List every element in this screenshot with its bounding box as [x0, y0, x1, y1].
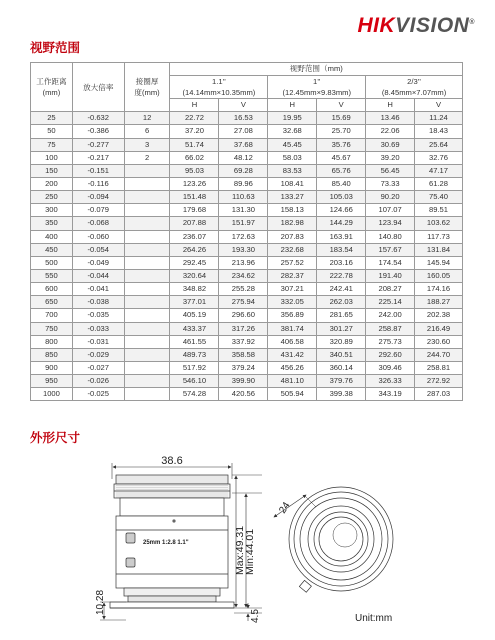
table-cell: 207.88 — [170, 217, 219, 230]
table-cell: 332.05 — [268, 296, 317, 309]
table-cell: 150 — [31, 164, 73, 177]
height-dimensions — [232, 475, 262, 623]
table-cell: 307.21 — [268, 283, 317, 296]
table-cell: 110.63 — [219, 191, 268, 204]
table-cell: 45.45 — [268, 138, 317, 151]
table-cell: 360.14 — [317, 361, 366, 374]
table-cell: -0.026 — [72, 375, 124, 388]
section-title-dimensions: 外形尺寸 — [30, 430, 81, 445]
table-cell: 117.73 — [415, 230, 463, 243]
table-cell: 262.03 — [317, 296, 366, 309]
table-cell: 301.27 — [317, 322, 366, 335]
table-row — [31, 361, 463, 374]
table-cell: 300 — [31, 204, 73, 217]
table-cell: 255.28 — [219, 283, 268, 296]
table-cell: 275.94 — [219, 296, 268, 309]
flange-label: 10.28 — [95, 589, 106, 615]
table-cell: 292.45 — [170, 256, 219, 269]
table-cell: 258.87 — [366, 322, 415, 335]
table-row — [31, 269, 463, 282]
table-cell: 343.19 — [366, 388, 415, 401]
table-cell: 400 — [31, 230, 73, 243]
width-label: 38.6 — [161, 455, 183, 467]
table-cell: 2 — [124, 151, 170, 164]
table-row — [31, 335, 463, 348]
table-cell: 83.53 — [268, 164, 317, 177]
table-cell: 19.95 — [268, 112, 317, 125]
table-cell: 131.30 — [219, 204, 268, 217]
table-cell: 11.24 — [415, 112, 463, 125]
header-magnification: 放大倍率 — [72, 63, 124, 112]
table-cell: 433.37 — [170, 322, 219, 335]
table-cell: 163.91 — [317, 230, 366, 243]
table-cell: 61.28 — [415, 177, 463, 190]
table-cell: 207.83 — [268, 230, 317, 243]
table-cell: 90.20 — [366, 191, 415, 204]
table-cell: 27.08 — [219, 125, 268, 138]
table-row — [31, 125, 463, 138]
table-cell — [124, 388, 170, 401]
table-cell: -0.049 — [72, 256, 124, 269]
table-cell: 131.84 — [415, 243, 463, 256]
table-cell: 89.51 — [415, 204, 463, 217]
table-cell: 200 — [31, 177, 73, 190]
table-cell: 103.62 — [415, 217, 463, 230]
table-cell: 250 — [31, 191, 73, 204]
table-cell: 100 — [31, 151, 73, 164]
table-cell: 48.12 — [219, 151, 268, 164]
table-cell: 193.30 — [219, 243, 268, 256]
table-cell: -0.054 — [72, 243, 124, 256]
table-cell: -0.033 — [72, 322, 124, 335]
table-cell — [124, 335, 170, 348]
table-cell: 381.74 — [268, 322, 317, 335]
table-cell: 208.27 — [366, 283, 415, 296]
table-cell: 750 — [31, 322, 73, 335]
table-cell: 30.69 — [366, 138, 415, 151]
table-cell: -0.044 — [72, 269, 124, 282]
table-cell: 264.26 — [170, 243, 219, 256]
table-cell: 320.64 — [170, 269, 219, 282]
table-cell: -0.025 — [72, 388, 124, 401]
table-cell: -0.027 — [72, 361, 124, 374]
table-cell: 337.92 — [219, 335, 268, 348]
table-row — [31, 151, 463, 164]
table-cell: 257.52 — [268, 256, 317, 269]
table-cell: 37.20 — [170, 125, 219, 138]
table-cell — [124, 296, 170, 309]
table-cell: 230.60 — [415, 335, 463, 348]
table-cell: 517.92 — [170, 361, 219, 374]
table-cell: 37.68 — [219, 138, 268, 151]
table-cell: -0.031 — [72, 335, 124, 348]
table-cell — [124, 256, 170, 269]
table-cell: 123.26 — [170, 177, 219, 190]
header-h: H — [366, 99, 415, 112]
lens-front-view — [274, 487, 393, 592]
table-cell: 213.96 — [219, 256, 268, 269]
table-cell: -0.632 — [72, 112, 124, 125]
table-cell: 174.16 — [415, 283, 463, 296]
table-cell: 405.19 — [170, 309, 219, 322]
header-working-distance: 工作距离 (mm) — [31, 63, 73, 112]
table-cell: 144.29 — [317, 217, 366, 230]
header-sensor-1: 1’’ (12.45mm×9.83mm) — [268, 76, 366, 99]
table-cell: 85.40 — [317, 177, 366, 190]
table-cell: -0.041 — [72, 283, 124, 296]
header-v: V — [415, 99, 463, 112]
table-cell: 45.67 — [317, 151, 366, 164]
header-fov-group: 视野范围（mm) — [170, 63, 463, 76]
table-cell: 379.24 — [219, 361, 268, 374]
table-cell: 600 — [31, 283, 73, 296]
header-h: H — [170, 99, 219, 112]
bottom-label: 4.5 — [250, 609, 261, 623]
table-cell: 182.98 — [268, 217, 317, 230]
table-cell: 25 — [31, 112, 73, 125]
table-cell — [124, 361, 170, 374]
table-cell: 1000 — [31, 388, 73, 401]
table-row — [31, 283, 463, 296]
table-cell: 66.02 — [170, 151, 219, 164]
table-cell: 58.03 — [268, 151, 317, 164]
table-cell: 157.67 — [366, 243, 415, 256]
table-cell: 145.94 — [415, 256, 463, 269]
table-cell: -0.151 — [72, 164, 124, 177]
brand-logo: HIKVISION® — [357, 14, 475, 37]
table-cell: 32.68 — [268, 125, 317, 138]
table-cell: 358.58 — [219, 348, 268, 361]
table-cell: 108.41 — [268, 177, 317, 190]
table-cell: 105.03 — [317, 191, 366, 204]
table-cell: 3 — [124, 138, 170, 151]
table-cell: 6 — [124, 125, 170, 138]
table-cell: 35.76 — [317, 138, 366, 151]
table-cell: 222.78 — [317, 269, 366, 282]
table-cell — [124, 322, 170, 335]
header-spacer-thickness: 接圈厚 度(mm) — [124, 63, 170, 112]
table-cell: 420.56 — [219, 388, 268, 401]
dimension-drawing — [0, 445, 495, 640]
table-row — [31, 309, 463, 322]
table-cell: 65.76 — [317, 164, 366, 177]
table-cell: 450 — [31, 243, 73, 256]
table-cell: 272.92 — [415, 375, 463, 388]
header-v: V — [317, 99, 366, 112]
table-cell: 456.26 — [268, 361, 317, 374]
table-cell: -0.094 — [72, 191, 124, 204]
table-cell: 700 — [31, 309, 73, 322]
table-cell: -0.038 — [72, 296, 124, 309]
table-cell: 75 — [31, 138, 73, 151]
table-cell: -0.035 — [72, 309, 124, 322]
table-cell: 140.80 — [366, 230, 415, 243]
table-cell: 39.20 — [366, 151, 415, 164]
table-body — [31, 112, 463, 401]
table-row — [31, 177, 463, 190]
table-row — [31, 191, 463, 204]
header-sensor-1-1: 1.1’’ (14.14mm×10.35mm) — [170, 76, 268, 99]
table-row — [31, 296, 463, 309]
table-cell: 379.76 — [317, 375, 366, 388]
table-cell: 183.54 — [317, 243, 366, 256]
table-row — [31, 322, 463, 335]
table-cell: 282.37 — [268, 269, 317, 282]
unit-label: Unit:mm — [355, 613, 393, 624]
table-cell: 158.13 — [268, 204, 317, 217]
table-cell: 124.66 — [317, 204, 366, 217]
table-cell: -0.079 — [72, 204, 124, 217]
table-cell: 69.28 — [219, 164, 268, 177]
table-cell: 75.40 — [415, 191, 463, 204]
table-cell: 12 — [124, 112, 170, 125]
table-cell: -0.060 — [72, 230, 124, 243]
min-length-label: Min:44.01 — [244, 528, 256, 575]
table-cell: 232.68 — [268, 243, 317, 256]
table-cell: 489.73 — [170, 348, 219, 361]
table-row — [31, 388, 463, 401]
table-cell: 356.89 — [268, 309, 317, 322]
table-cell: 431.42 — [268, 348, 317, 361]
table-cell — [124, 230, 170, 243]
table-cell: 123.94 — [366, 217, 415, 230]
table-cell: 174.54 — [366, 256, 415, 269]
table-cell: -0.029 — [72, 348, 124, 361]
header-v: V — [219, 99, 268, 112]
table-cell: 51.74 — [170, 138, 219, 151]
table-cell: 18.43 — [415, 125, 463, 138]
table-cell: 850 — [31, 348, 73, 361]
table-cell — [124, 375, 170, 388]
table-cell: 236.07 — [170, 230, 219, 243]
table-cell: 242.41 — [317, 283, 366, 296]
table-cell — [124, 243, 170, 256]
table-cell: 350 — [31, 217, 73, 230]
table-cell: 47.17 — [415, 164, 463, 177]
table-cell: 133.27 — [268, 191, 317, 204]
table-cell: 950 — [31, 375, 73, 388]
table-cell: 574.28 — [170, 388, 219, 401]
table-cell: 13.46 — [366, 112, 415, 125]
table-cell — [124, 283, 170, 296]
table-cell: 481.10 — [268, 375, 317, 388]
table-cell — [124, 348, 170, 361]
table-cell: 348.82 — [170, 283, 219, 296]
table-cell: -0.277 — [72, 138, 124, 151]
table-row — [31, 164, 463, 177]
table-cell — [124, 309, 170, 322]
table-row — [31, 230, 463, 243]
table-cell: 89.96 — [219, 177, 268, 190]
table-cell: 340.51 — [317, 348, 366, 361]
field-of-view-table — [30, 62, 463, 401]
table-cell: -0.116 — [72, 177, 124, 190]
table-cell — [124, 164, 170, 177]
table-row — [31, 348, 463, 361]
table-cell: 287.03 — [415, 388, 463, 401]
table-cell: 275.73 — [366, 335, 415, 348]
table-cell: 25.64 — [415, 138, 463, 151]
table-cell — [124, 269, 170, 282]
table-cell: 15.69 — [317, 112, 366, 125]
table-cell: 188.27 — [415, 296, 463, 309]
table-cell: -0.386 — [72, 125, 124, 138]
table-cell: 309.46 — [366, 361, 415, 374]
table-cell: 191.40 — [366, 269, 415, 282]
table-cell: 202.38 — [415, 309, 463, 322]
table-cell: -0.217 — [72, 151, 124, 164]
table-row — [31, 217, 463, 230]
table-cell: 377.01 — [170, 296, 219, 309]
table-cell: 56.45 — [366, 164, 415, 177]
table-row — [31, 256, 463, 269]
table-cell: 50 — [31, 125, 73, 138]
table-cell — [124, 204, 170, 217]
table-cell: 203.16 — [317, 256, 366, 269]
table-cell: 320.89 — [317, 335, 366, 348]
table-cell: 172.63 — [219, 230, 268, 243]
table-cell: 151.48 — [170, 191, 219, 204]
header-h: H — [268, 99, 317, 112]
table-cell: 399.38 — [317, 388, 366, 401]
table-cell: 296.60 — [219, 309, 268, 322]
table-cell: 461.55 — [170, 335, 219, 348]
table-row — [31, 204, 463, 217]
table-cell: 406.58 — [268, 335, 317, 348]
table-cell: 95.03 — [170, 164, 219, 177]
table-cell: 234.62 — [219, 269, 268, 282]
table-row — [31, 375, 463, 388]
table-cell: 900 — [31, 361, 73, 374]
table-cell: 258.81 — [415, 361, 463, 374]
table-cell: 16.53 — [219, 112, 268, 125]
section-title-field-of-view: 视野范围 — [30, 40, 81, 55]
table-row — [31, 112, 463, 125]
table-cell — [124, 177, 170, 190]
table-cell: 317.26 — [219, 322, 268, 335]
table-cell: 505.94 — [268, 388, 317, 401]
table-cell: 32.76 — [415, 151, 463, 164]
table-cell — [124, 217, 170, 230]
table-cell: 281.65 — [317, 309, 366, 322]
table-cell: 500 — [31, 256, 73, 269]
table-cell: 326.33 — [366, 375, 415, 388]
table-cell: 800 — [31, 335, 73, 348]
table-cell: 216.49 — [415, 322, 463, 335]
table-cell: 550 — [31, 269, 73, 282]
header-sensor-2-3: 2/3’’ (8.45mm×7.07mm) — [366, 76, 463, 99]
table-row — [31, 243, 463, 256]
table-cell: 242.00 — [366, 309, 415, 322]
table-cell: 399.90 — [219, 375, 268, 388]
table-cell: 650 — [31, 296, 73, 309]
diameter-label: 24 — [277, 500, 293, 516]
table-cell: 244.70 — [415, 348, 463, 361]
max-length-label: Max:49.31 — [234, 525, 246, 575]
table-cell: 225.14 — [366, 296, 415, 309]
table-cell: 25.70 — [317, 125, 366, 138]
table-cell: 546.10 — [170, 375, 219, 388]
table-cell: 292.60 — [366, 348, 415, 361]
table-cell: 179.68 — [170, 204, 219, 217]
table-cell: -0.068 — [72, 217, 124, 230]
barrel-text: 25mm 1:2.8 1.1" — [143, 540, 189, 546]
table-cell: 22.06 — [366, 125, 415, 138]
table-cell — [124, 191, 170, 204]
table-row — [31, 138, 463, 151]
table-cell: 160.05 — [415, 269, 463, 282]
table-cell: 107.07 — [366, 204, 415, 217]
table-cell: 73.33 — [366, 177, 415, 190]
table-cell: 22.72 — [170, 112, 219, 125]
table-cell: 151.97 — [219, 217, 268, 230]
